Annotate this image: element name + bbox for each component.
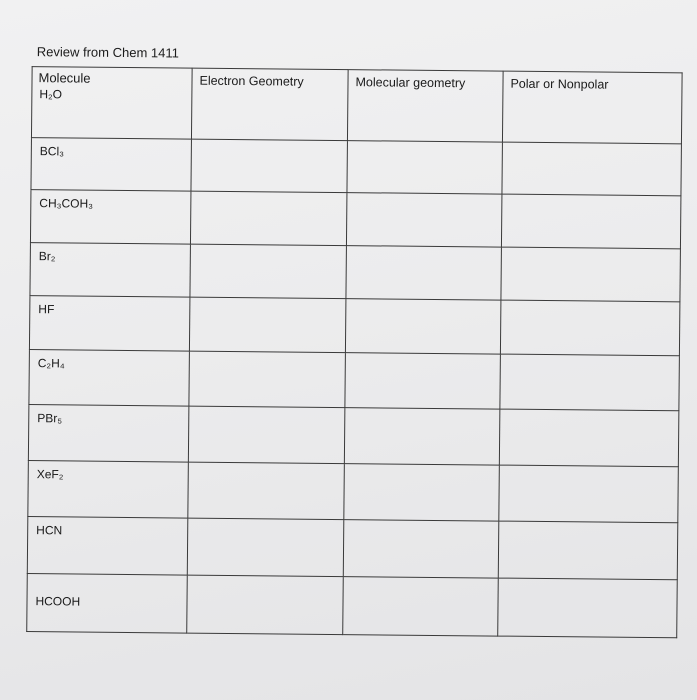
molecule-name: HCOOH [35, 594, 81, 609]
answer-cell-polarity[interactable] [502, 142, 681, 196]
review-table [26, 66, 682, 638]
table-row [27, 574, 678, 638]
molecule-name: HF [38, 302, 55, 317]
column-header-electron-geometry: Electron Geometry [199, 73, 304, 89]
molecule-cell [27, 574, 188, 634]
answer-cell-polarity[interactable] [499, 409, 679, 467]
table-row [27, 517, 678, 580]
answer-cell-electron-geometry[interactable] [187, 575, 344, 634]
answer-cell-molecular-geometry[interactable] [344, 408, 500, 465]
table-row [28, 461, 679, 523]
molecule-cell [28, 461, 189, 519]
molecule-name: CH₃COH₃ [39, 196, 94, 211]
answer-cell-molecular-geometry[interactable] [345, 299, 501, 354]
molecule-name: XeF₂ [36, 467, 64, 482]
answer-cell-electron-geometry[interactable] [187, 518, 344, 576]
molecule-name: HCN [36, 523, 63, 538]
answer-cell-electron-geometry[interactable] [189, 351, 346, 407]
answer-cell-electron-geometry[interactable] [188, 406, 345, 463]
answer-cell-molecular-geometry[interactable] [343, 577, 499, 636]
table-row [31, 138, 681, 196]
header-cell-molecular-geometry [347, 70, 503, 142]
answer-cell-molecular-geometry[interactable] [346, 246, 502, 300]
answer-cell-molecular-geometry[interactable] [346, 193, 502, 247]
column-header-molecular-geometry: Molecular geometry [355, 75, 466, 91]
molecule-cell [30, 190, 191, 245]
answer-cell-polarity[interactable] [498, 578, 678, 638]
table-row [28, 405, 679, 467]
answer-cell-polarity[interactable] [501, 247, 681, 302]
answer-cell-molecular-geometry[interactable] [345, 353, 501, 409]
header-cell-polarity [502, 71, 682, 144]
molecule-cell [31, 138, 191, 192]
molecule-name: H₂O [39, 87, 63, 102]
answer-cell-electron-geometry[interactable] [191, 139, 347, 192]
table-row [29, 296, 679, 356]
molecule-cell [28, 405, 189, 463]
worksheet-title: Review from Chem 1411 [36, 44, 179, 61]
answer-cell-polarity[interactable] [500, 354, 680, 411]
molecule-name: PBr₅ [37, 411, 63, 426]
molecule-cell [29, 296, 190, 352]
worksheet-sheet [24, 30, 696, 609]
answer-cell-electron-geometry[interactable] [189, 297, 346, 352]
table-row-molecule-h2o [31, 67, 682, 144]
table-row [30, 190, 680, 249]
molecule-cell [29, 350, 190, 407]
answer-cell-polarity[interactable] [501, 194, 681, 249]
column-header-molecule: Molecule [38, 70, 91, 86]
table-row [29, 350, 679, 411]
molecule-cell [30, 243, 191, 298]
table-row [30, 243, 680, 302]
header-cell-electron-geometry [191, 68, 348, 140]
answer-cell-polarity[interactable] [499, 465, 679, 523]
molecule-name: Br₂ [38, 249, 56, 264]
answer-cell-electron-geometry[interactable] [190, 244, 347, 298]
answer-cell-electron-geometry[interactable] [188, 462, 345, 519]
answer-cell-polarity[interactable] [500, 300, 680, 356]
answer-cell-molecular-geometry[interactable] [343, 520, 499, 578]
answer-cell-polarity[interactable] [498, 521, 678, 580]
molecule-name: BCl₃ [39, 144, 65, 159]
answer-cell-molecular-geometry[interactable] [347, 141, 502, 194]
molecule-cell [27, 517, 188, 576]
column-header-polarity: Polar or Nonpolar [510, 76, 609, 92]
molecule-cell [31, 67, 192, 140]
answer-cell-electron-geometry[interactable] [190, 191, 347, 245]
molecule-name: C₂H₄ [37, 356, 65, 371]
answer-cell-molecular-geometry[interactable] [344, 464, 500, 521]
